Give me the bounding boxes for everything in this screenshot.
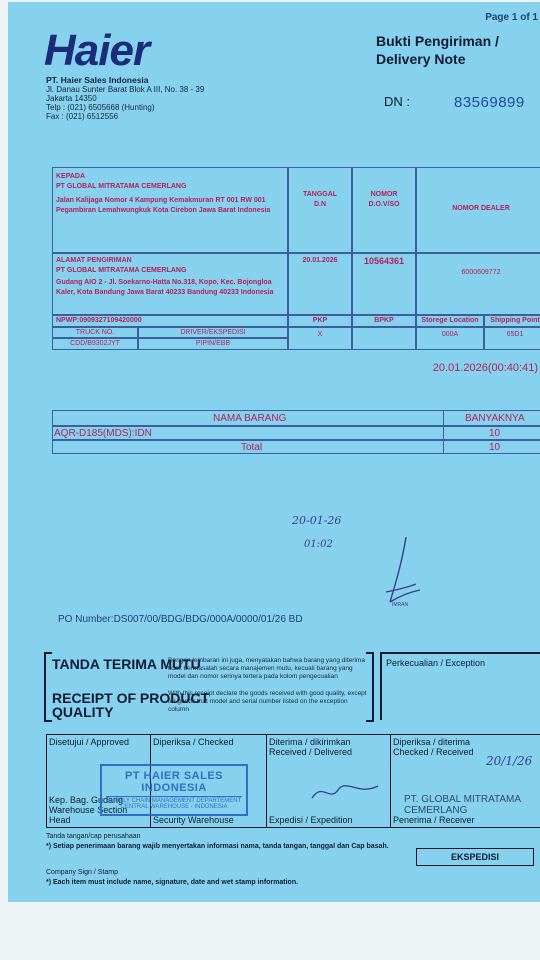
stamp-warehouse: CENTRAL WAREHOUSE - INDONESIA	[120, 804, 228, 810]
receiver-label: Penerima / Receiver	[393, 815, 475, 825]
nomor-value: 10564361	[363, 256, 405, 266]
haier-logo: Haier	[44, 26, 150, 75]
ttd-label: Tanda tangan/cap perusahaan	[46, 833, 141, 840]
received-label-1: Diperiksa / diterima	[393, 737, 471, 747]
nomor-label: NOMOR	[370, 191, 398, 198]
total-row	[52, 440, 540, 454]
alamat-label: ALAMAT PENGIRIMAN	[56, 257, 132, 264]
tanggal-label: TANGGAL	[302, 191, 338, 198]
nomor-header	[352, 167, 416, 253]
po-number: PO Number:DS007/00/BDG/BDG/000A/0000/01/26 BD	[58, 614, 303, 625]
kepada-name: PT GLOBAL MITRATAMA CEMERLANG	[56, 183, 187, 190]
pkp-value-cell	[288, 327, 352, 350]
truck-value-cell	[52, 338, 138, 350]
driver-value: PIPIN/EBB	[195, 340, 231, 347]
npwp-cell	[52, 315, 288, 327]
date-value: 20.01.2026	[302, 257, 338, 264]
alamat-cell	[52, 253, 288, 315]
received-label-2: Checked / Received	[393, 747, 474, 757]
handwritten-dock-date: 20/1/26	[486, 754, 533, 768]
stamp-company-name: PT HAIER SALES INDONESIA	[124, 770, 224, 794]
shipping-label: Shipping Point	[490, 317, 540, 324]
truck-label-cell	[52, 327, 138, 338]
tanggal-sub: D.N	[313, 201, 327, 208]
company-phone: Telp : (021) 6505668 (Hunting)	[46, 103, 155, 112]
signature-mark	[376, 532, 436, 612]
items-divider	[443, 411, 444, 425]
shipping-label-cell	[484, 315, 540, 327]
driver-label-cell	[138, 327, 288, 338]
truck-value: CDD/B9302JYT	[70, 340, 120, 347]
signature-name: IMRAN	[392, 602, 409, 608]
pkp-cell	[288, 315, 352, 327]
dealer-value: 6000609772	[461, 269, 501, 276]
alamat-address-1: Gudang AIO 2 - Jl. Soekarno-Hatta No.318, Kopo, Kec. Bojongloa	[56, 279, 272, 286]
delivered-label-2: Received / Delivered	[269, 747, 353, 757]
items-header-row	[52, 410, 540, 426]
receipt-text-en: With this receipt declare the goods received with good quality, except for goods that model and serial number listed on the exception column	[168, 690, 367, 713]
nomor-sub: D.O.V/SO	[368, 201, 400, 208]
storage-label-cell	[416, 315, 484, 327]
driver-label: DRIVER/EKSPEDISI	[180, 329, 246, 336]
kepada-label: KEPADA	[56, 173, 86, 180]
kepada-address-2: Pegambiran Lemahwungkuk Kota Cirebon Jawa Barat Indonesia	[56, 207, 271, 214]
receipt-title-en-1: RECEIPT OF PRODUCT	[52, 690, 210, 706]
item-name: AQR-D185(MDS):IDN	[54, 428, 152, 439]
date-value-cell	[288, 253, 352, 315]
kepada-address-1: Jalan Kalijaga Nomor 4 Kampung Kemakmuran RT 001 RW 001	[56, 197, 266, 204]
alamat-address-2: Kaler, Kota Bandung Jawa Barat 40233 Bandung 40233 Indonesia	[56, 289, 274, 296]
alamat-name: PT GLOBAL MITRATAMA CEMERLANG	[56, 267, 187, 274]
npwp-value: NPWP:0909327109420000	[56, 317, 142, 324]
company-sign-label: Company Sign / Stamp	[46, 869, 118, 876]
dn-label: DN :	[384, 94, 410, 109]
item-qty: 10	[489, 428, 501, 439]
truck-label: TRUCK NO.	[75, 329, 115, 336]
dealer-value-cell	[416, 253, 540, 315]
driver-value-cell	[138, 338, 288, 350]
print-timestamp: 20.01.2026(00:40:41)	[432, 362, 538, 374]
receipt-box	[44, 652, 374, 720]
kepada-cell	[52, 167, 288, 253]
items-divider	[443, 441, 444, 453]
bpkp-cell	[352, 315, 416, 327]
stamp-dept: SUPPLY CHAIN MANAGEMENT DEPARTEMENT	[106, 798, 242, 804]
tanggal-header	[288, 167, 352, 253]
storage-value: 000A	[441, 331, 459, 338]
head-label-1: Kep. Bag. Gudang	[49, 795, 124, 805]
dealer-label: NOMOR DEALER	[452, 205, 510, 212]
handwritten-time: 01:02	[304, 539, 333, 550]
company-info	[46, 76, 204, 121]
handwritten-date: 20-01-26	[292, 514, 342, 527]
delivery-note-sheet	[8, 2, 540, 902]
pkp-label: PKP	[312, 317, 328, 324]
company-fax: Fax : (021) 6512556	[46, 112, 119, 121]
security-label: Security Warehouse	[153, 815, 234, 825]
title-line-1: Bukti Pengiriman /	[376, 33, 499, 49]
head-label-2: Warehouse Section Head	[49, 805, 128, 825]
exception-box: Perkecualian / Exception	[380, 652, 540, 720]
delivered-label-1: Diterima / dikirimkan	[269, 737, 351, 747]
footer-notes	[46, 832, 389, 888]
header-table	[52, 167, 540, 367]
bpkp-value-cell	[352, 327, 416, 350]
company-address-2: Jakarta 14350	[46, 94, 97, 103]
nomor-value-cell	[352, 253, 416, 315]
receipt-text-id: Dengan lembaran ini juga, menyatakan bahwa barang yang diterima tidak bermasalah secara manajemen mutu, kecuali barang yang model dan nomor serinya tertera pada kolom pengecualian	[168, 657, 365, 680]
document-title	[376, 32, 499, 68]
table-row	[52, 426, 540, 440]
company-address-1: Jl. Danau Sunter Barat Blok A III, No. 38 - 39	[46, 85, 205, 94]
checked-label: Diperiksa / Checked	[153, 737, 234, 747]
col-banyaknya: BANYAKNYA	[465, 413, 525, 424]
expedition-label: Expedisi / Expedition	[269, 815, 353, 825]
storage-value-cell	[416, 327, 484, 350]
ekspedisi-box: EKSPEDISI	[416, 848, 534, 866]
dn-number: 83569899	[454, 94, 525, 111]
company-stamp	[100, 764, 248, 816]
shipping-value-cell	[484, 327, 540, 350]
shipping-value: 65D1	[506, 331, 524, 338]
page-indicator: Page 1 of 1	[485, 12, 538, 23]
expedition-signature	[308, 772, 388, 812]
pkp-value: X	[317, 331, 323, 338]
dealer-header	[416, 167, 540, 253]
total-value: 10	[489, 442, 501, 453]
storage-label: Storege Location	[421, 317, 479, 324]
ttd-text: *) Setiap penerimaan barang wajib menyertakan informasi nama, tanda tangan, tanggal dan Cap basah.	[46, 843, 389, 850]
approved-label: Disetujui / Approved	[49, 737, 130, 747]
items-divider	[443, 427, 444, 439]
receipt-title-en-2: QUALITY	[52, 704, 114, 720]
bracket-left	[44, 652, 52, 722]
total-label: Total	[241, 442, 263, 453]
items-table	[52, 410, 540, 460]
receipt-title-id: TANDA TERIMA MUTU	[52, 656, 201, 672]
bpkp-label: BPKP	[374, 317, 394, 324]
company-name: PT. Haier Sales Indonesia	[46, 75, 149, 85]
receiver-stamp: PT. GLOBAL MITRATAMA CEMERLANG	[404, 794, 521, 816]
col-nama-barang: NAMA BARANG	[213, 413, 287, 424]
title-line-2: Delivery Note	[376, 51, 466, 67]
company-sign-text: *) Each item must include name, signature, date and wet stamp information.	[46, 879, 299, 886]
